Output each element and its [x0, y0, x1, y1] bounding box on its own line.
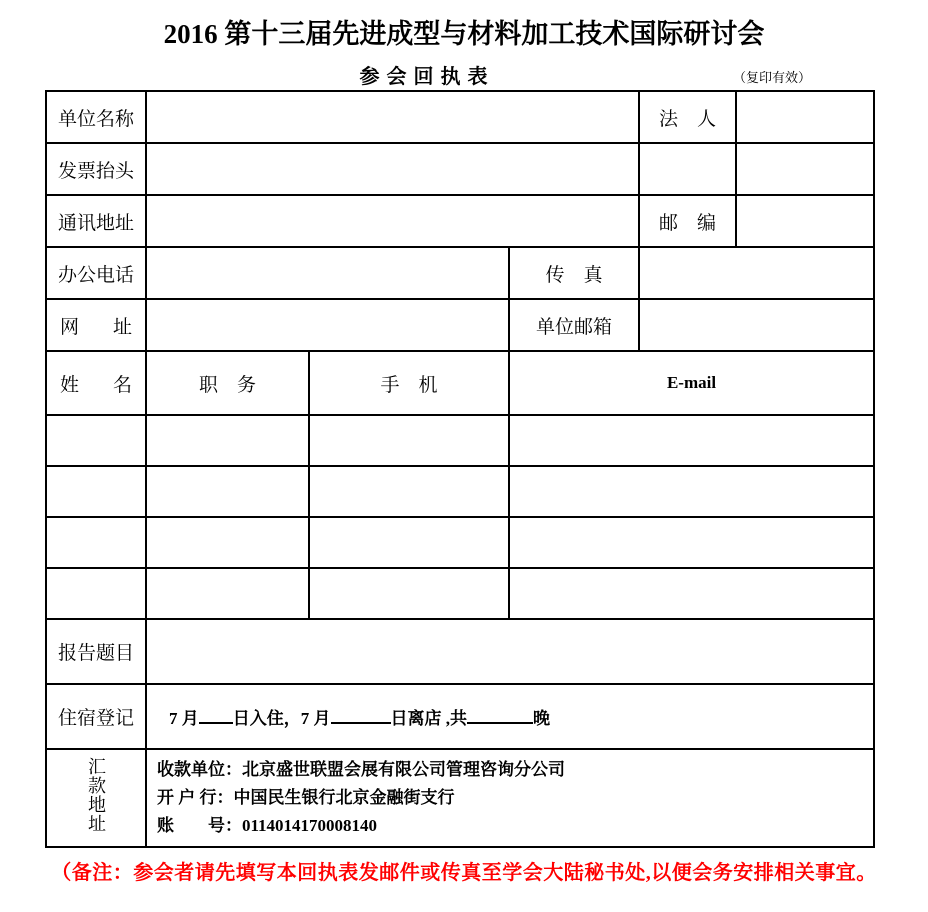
checkout-day-blank[interactable] [331, 707, 391, 724]
attendee-1-name-field[interactable] [46, 415, 146, 466]
office-phone-field[interactable] [146, 247, 509, 299]
attendee-mobile-header: 手 机 [309, 351, 509, 415]
attendee-email-header: E-mail [509, 351, 874, 415]
invoice-title-label: 发票抬头 [46, 143, 146, 195]
website-field[interactable] [146, 299, 509, 351]
report-title-label: 报告题目 [46, 619, 146, 684]
attendee-1-email-field[interactable] [509, 415, 874, 466]
attendee-4-email-field[interactable] [509, 568, 874, 619]
attendee-2-mobile-field[interactable] [309, 466, 509, 517]
attendee-2-email-field[interactable] [509, 466, 874, 517]
attendee-3-email-field[interactable] [509, 517, 874, 568]
registration-form-table [45, 90, 875, 848]
attendee-3-mobile-field[interactable] [309, 517, 509, 568]
row-remittance [46, 749, 874, 847]
account-value: 0114014170008140 [242, 816, 378, 835]
row-invoice-title [46, 143, 874, 195]
nights-text: 晚 [533, 709, 550, 728]
company-email-field[interactable] [639, 299, 874, 351]
invoice-extra-field-1[interactable] [639, 143, 736, 195]
bank-line [157, 784, 867, 812]
invoice-extra-field-2[interactable] [736, 143, 874, 195]
attendee-1-mobile-field[interactable] [309, 415, 509, 466]
checkin-month-text: 7 月 [169, 709, 199, 728]
payment-info [146, 749, 874, 847]
payee-value: 北京盛世联盟会展有限公司管理咨询分公司 [242, 760, 565, 779]
remittance-label: 汇款地址 [86, 757, 106, 833]
unit-name-label: 单位名称 [46, 91, 146, 143]
attendee-3-name-field[interactable] [46, 517, 146, 568]
unit-name-field[interactable] [146, 91, 639, 143]
mailing-address-field[interactable] [146, 195, 639, 247]
row-report-title [46, 619, 874, 684]
account-key: 账 号： [157, 816, 242, 835]
subtitle-row [0, 60, 928, 90]
row-office-phone [46, 247, 874, 299]
checkout-month-text: 7 月 [300, 709, 331, 728]
row-unit-name [46, 91, 874, 143]
bank-value: 中国民生银行北京金融街支行 [233, 788, 455, 807]
attendee-row-1 [46, 415, 874, 466]
accommodation-label: 住宿登记 [46, 684, 146, 749]
accommodation-entry [146, 684, 874, 749]
remittance-label-cell [46, 749, 146, 847]
legal-person-label: 法 人 [639, 91, 736, 143]
row-website [46, 299, 874, 351]
office-phone-label: 办公电话 [46, 247, 146, 299]
page-title: 2016 第十三届先进成型与材料加工技术国际研讨会 [163, 19, 765, 49]
row-accommodation [46, 684, 874, 749]
attendee-4-name-field[interactable] [46, 568, 146, 619]
attendee-4-mobile-field[interactable] [309, 568, 509, 619]
row-attendee-header [46, 351, 874, 415]
attendee-row-2 [46, 466, 874, 517]
attendee-name-header: 姓 名 [46, 351, 146, 415]
attendee-position-header: 职 务 [146, 351, 309, 415]
account-line [157, 812, 867, 840]
attendee-3-position-field[interactable] [146, 517, 309, 568]
fax-field[interactable] [639, 247, 874, 299]
row-mailing-address [46, 195, 874, 247]
mailing-address-label: 通讯地址 [46, 195, 146, 247]
nights-blank[interactable] [467, 707, 533, 724]
payee-key: 收款单位： [157, 760, 242, 779]
bank-key: 开 户 行： [157, 788, 234, 807]
checkout-text: 日离店 ,共 [390, 709, 467, 728]
checkin-day-blank[interactable] [199, 707, 233, 724]
attendee-2-name-field[interactable] [46, 466, 146, 517]
invoice-title-field[interactable] [146, 143, 639, 195]
postal-code-field[interactable] [736, 195, 874, 247]
attendee-2-position-field[interactable] [146, 466, 309, 517]
copy-validity-note: （复印有效） [733, 70, 812, 85]
checkin-text: 日入住， [232, 709, 301, 728]
payee-line [157, 756, 867, 784]
footer-note: （备注：参会者请先填写本回执表发邮件或传真至学会大陆秘书处,以便会务安排相关事宜。 [51, 862, 877, 884]
attendee-row-3 [46, 517, 874, 568]
fax-label: 传 真 [509, 247, 639, 299]
attendee-1-position-field[interactable] [146, 415, 309, 466]
legal-person-field[interactable] [736, 91, 874, 143]
form-subtitle: 参 会 回 执 表 [359, 66, 489, 88]
attendee-4-position-field[interactable] [146, 568, 309, 619]
attendee-row-4 [46, 568, 874, 619]
company-email-label: 单位邮箱 [509, 299, 639, 351]
report-title-field[interactable] [146, 619, 874, 684]
website-label: 网 址 [46, 299, 146, 351]
postal-code-label: 邮 编 [639, 195, 736, 247]
